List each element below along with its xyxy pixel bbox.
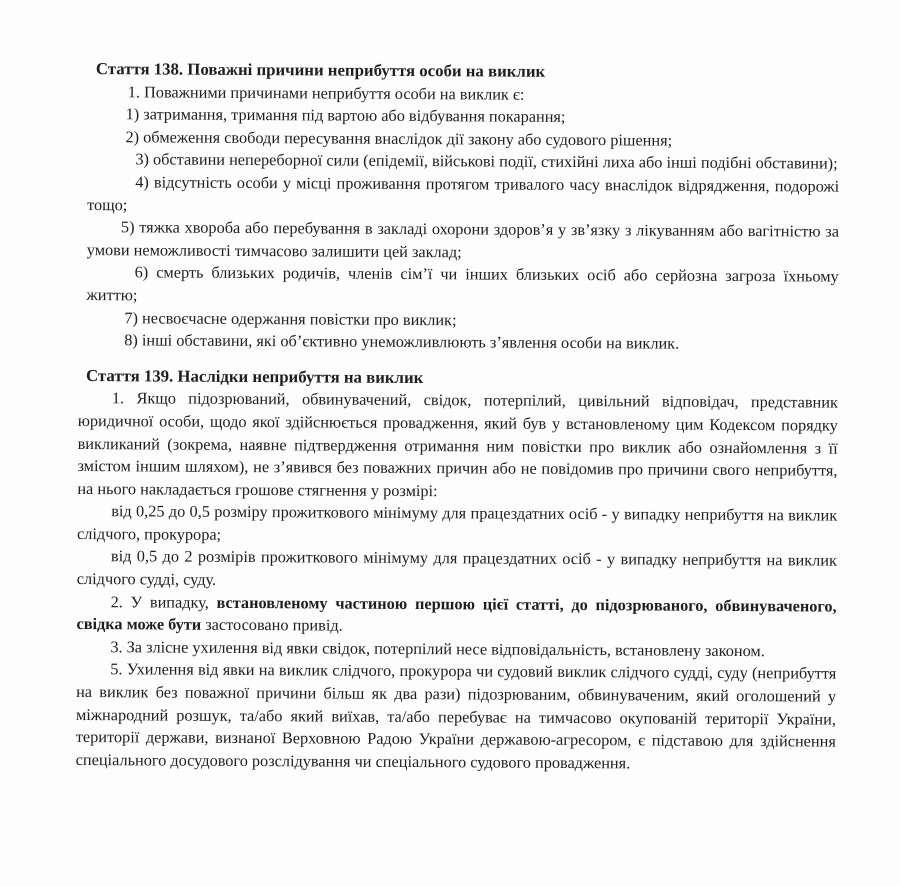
article-139-paragraph-1-fine-b: від 0,5 до 2 розмірів прожиткового мінімуму для працездатних осіб - у випадку неприбуття на виклик слідчого судді, суду. — [76, 546, 838, 589]
article-138-item-8: 8) інші обставини, які об’єктивно унеможливлюють з’явлення особи на виклик. — [124, 330, 680, 353]
paragraph-2-start: 2. У випадку, — [110, 591, 217, 612]
article-138-item-5: 5) тяжка хвороба або перебування в закладі охорони здоров’я у зв’язку з лікуванням або вагітністю за умови неможливості тимчасово залишити цей заклад; — [86, 217, 840, 262]
article-138-intro: 1. Поважними причинами неприбуття особи на виклик є: — [127, 81, 525, 104]
article-139-paragraph-1-fine-a: від 0,25 до 0,5 розміру прожиткового мінімуму для працездатних осіб - у випадку неприбуття на виклик слідчого, прокурора; — [77, 501, 838, 544]
article-138-item-7: 7) несвоєчасне одержання повістки про виклик; — [124, 307, 457, 329]
article-138-item-6: 6) смерть близьких родичів, членів сім’ї чи інших близьких осіб або серйозна загроза їхньому життю; — [86, 262, 839, 305]
article-138-item-4: 4) відсутність особи у місці проживання протягом тривалого часу внаслідок відрядження, подорожі тощо; — [87, 172, 840, 214]
article-138-item-1: 1) затримання, тримання під вартою або відбування покарання; — [125, 104, 566, 127]
article-138-item-2: 2) обмеження свободи пересування внаслідок дії закону або судового рішення; — [125, 127, 673, 150]
scanned-text-body — [76, 58, 840, 776]
paragraph-2-bold-text: встановленому частиною першою цієї статті, до підозрюваного, обвинуваченого, свідка може бути — [76, 592, 837, 635]
paragraph-2-end: застосовано привід. — [201, 615, 343, 635]
article-138-title: Стаття 138. Поважні причини неприбуття особи на виклик — [95, 59, 546, 81]
article-139-paragraph-5: 5. Ухилення від явки на виклик слідчого, прокурора чи судовий виклик слідчого судді, суду (неприбуття на виклик без поважної причини більш як два рази) підозрюваним, обвинуваченим, який оголошений у міжнародний розшук, та/або який виїхав, та/або перебуває на тимчасово окупованій території України, території держави, визнаної Верховною Радою України державою-агресором, є підставою для здійснення спеціального досудового розслідування чи спеціального судового провадження. — [75, 659, 837, 773]
article-139-paragraph-3: 3. За злісне ухилення від явки свідок, потерпілий несе відповідальність, встановлену законом. — [110, 637, 765, 661]
article-139-paragraph-2 — [76, 591, 836, 641]
article-139-paragraph-1: 1. Якщо підозрюваний, обвинувачений, свідок, потерпілий, цивільний відповідач, представник юридичної особи, щодо якої здійснюється провадження, який був у встановленому цим Кодексом порядку викликаний (зокрема, наявне підтвердження отримання ним повістки про виклик або ознайомлення з її змістом іншим шляхом), не з’явився без поважних причин або не повідомив про причини свого неприбуття, на нього накладається грошове стягнення у розмірі: — [77, 388, 838, 500]
article-138-item-3: 3) обставини непереборної сили (епідемії, військові події, стихійні лиха або інші подібні обставини); — [135, 149, 838, 174]
article-139-title: Стаття 139. Наслідки неприбуття на виклик — [86, 365, 424, 387]
